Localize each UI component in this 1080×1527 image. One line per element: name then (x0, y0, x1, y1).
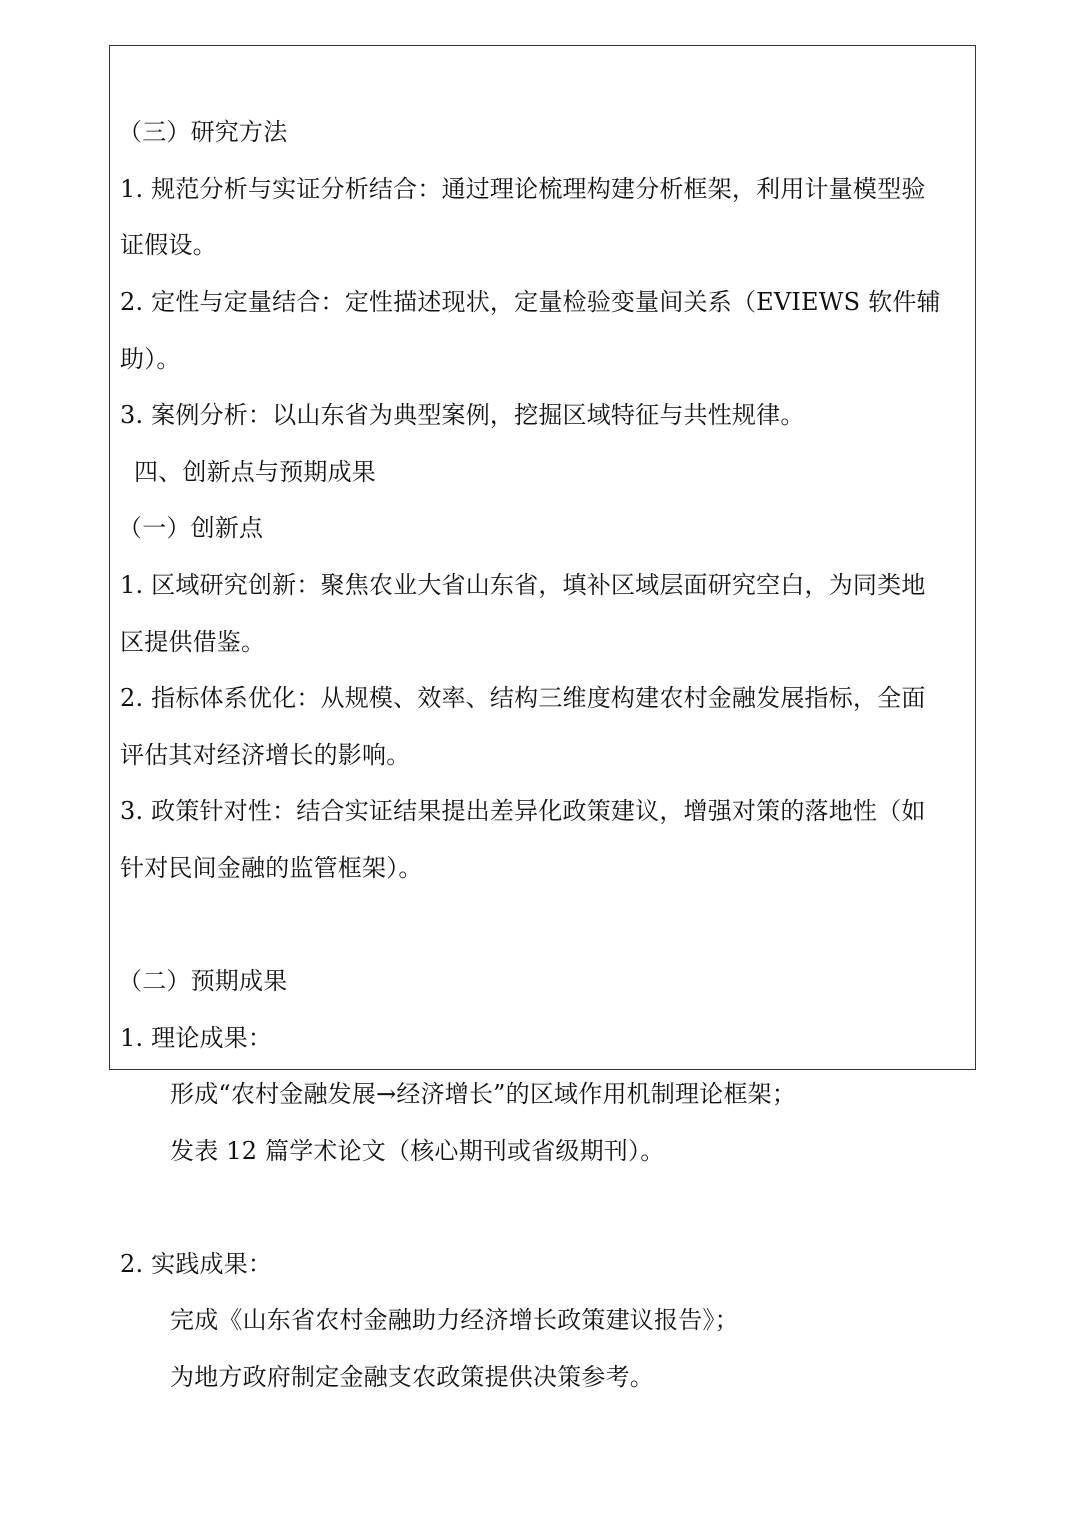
innovation-item-1-line-1: 1. 区域研究创新：聚焦农业大省山东省，填补区域层面研究空白，为同类地 (120, 571, 926, 599)
result-item-2-heading: 2. 实践成果： (120, 1250, 273, 1278)
section-heading-innovation: （一）创新点 (118, 514, 264, 542)
method-item-2-line-2: 助）。 (120, 345, 181, 373)
result-item-1-detail-2: 发表 12 篇学术论文（核心期刊或省级期刊）。 (170, 1137, 665, 1165)
result-item-1-detail-1: 形成“农村金融发展→经济增长”的区域作用机制理论框架； (170, 1080, 797, 1108)
result-item-1-heading: 1. 理论成果： (120, 1024, 273, 1052)
innovation-item-2-line-1: 2. 指标体系优化：从规模、效率、结构三维度构建农村金融发展指标，全面 (120, 684, 926, 712)
section-heading-research-methods: （三）研究方法 (118, 118, 288, 146)
innovation-item-3-line-2: 针对民间金融的监管框架）。 (120, 854, 423, 882)
innovation-item-2-line-2: 评估其对经济增长的影响。 (120, 741, 411, 769)
result-item-2-detail-1: 完成《山东省农村金融助力经济增长政策建议报告》； (170, 1306, 739, 1334)
section-heading-expected-results: （二）预期成果 (118, 967, 288, 995)
method-item-1-line-2: 证假设。 (120, 231, 217, 259)
chapter-heading-innovation-results: 四、创新点与预期成果 (134, 458, 376, 486)
method-item-1-line-1: 1. 规范分析与实证分析结合：通过理论梳理构建分析框架，利用计量模型验 (120, 175, 926, 203)
method-item-3: 3. 案例分析：以山东省为典型案例，挖掘区域特征与共性规律。 (120, 401, 805, 429)
method-item-2-line-1: 2. 定性与定量结合：定性描述现状，定量检验变量间关系（EVIEWS 软件辅 (120, 288, 941, 316)
innovation-item-1-line-2: 区提供借鉴。 (120, 628, 266, 656)
result-item-2-detail-2: 为地方政府制定金融支农政策提供决策参考。 (170, 1363, 654, 1391)
innovation-item-3-line-1: 3. 政策针对性：结合实证结果提出差异化政策建议，增强对策的落地性（如 (120, 797, 926, 825)
